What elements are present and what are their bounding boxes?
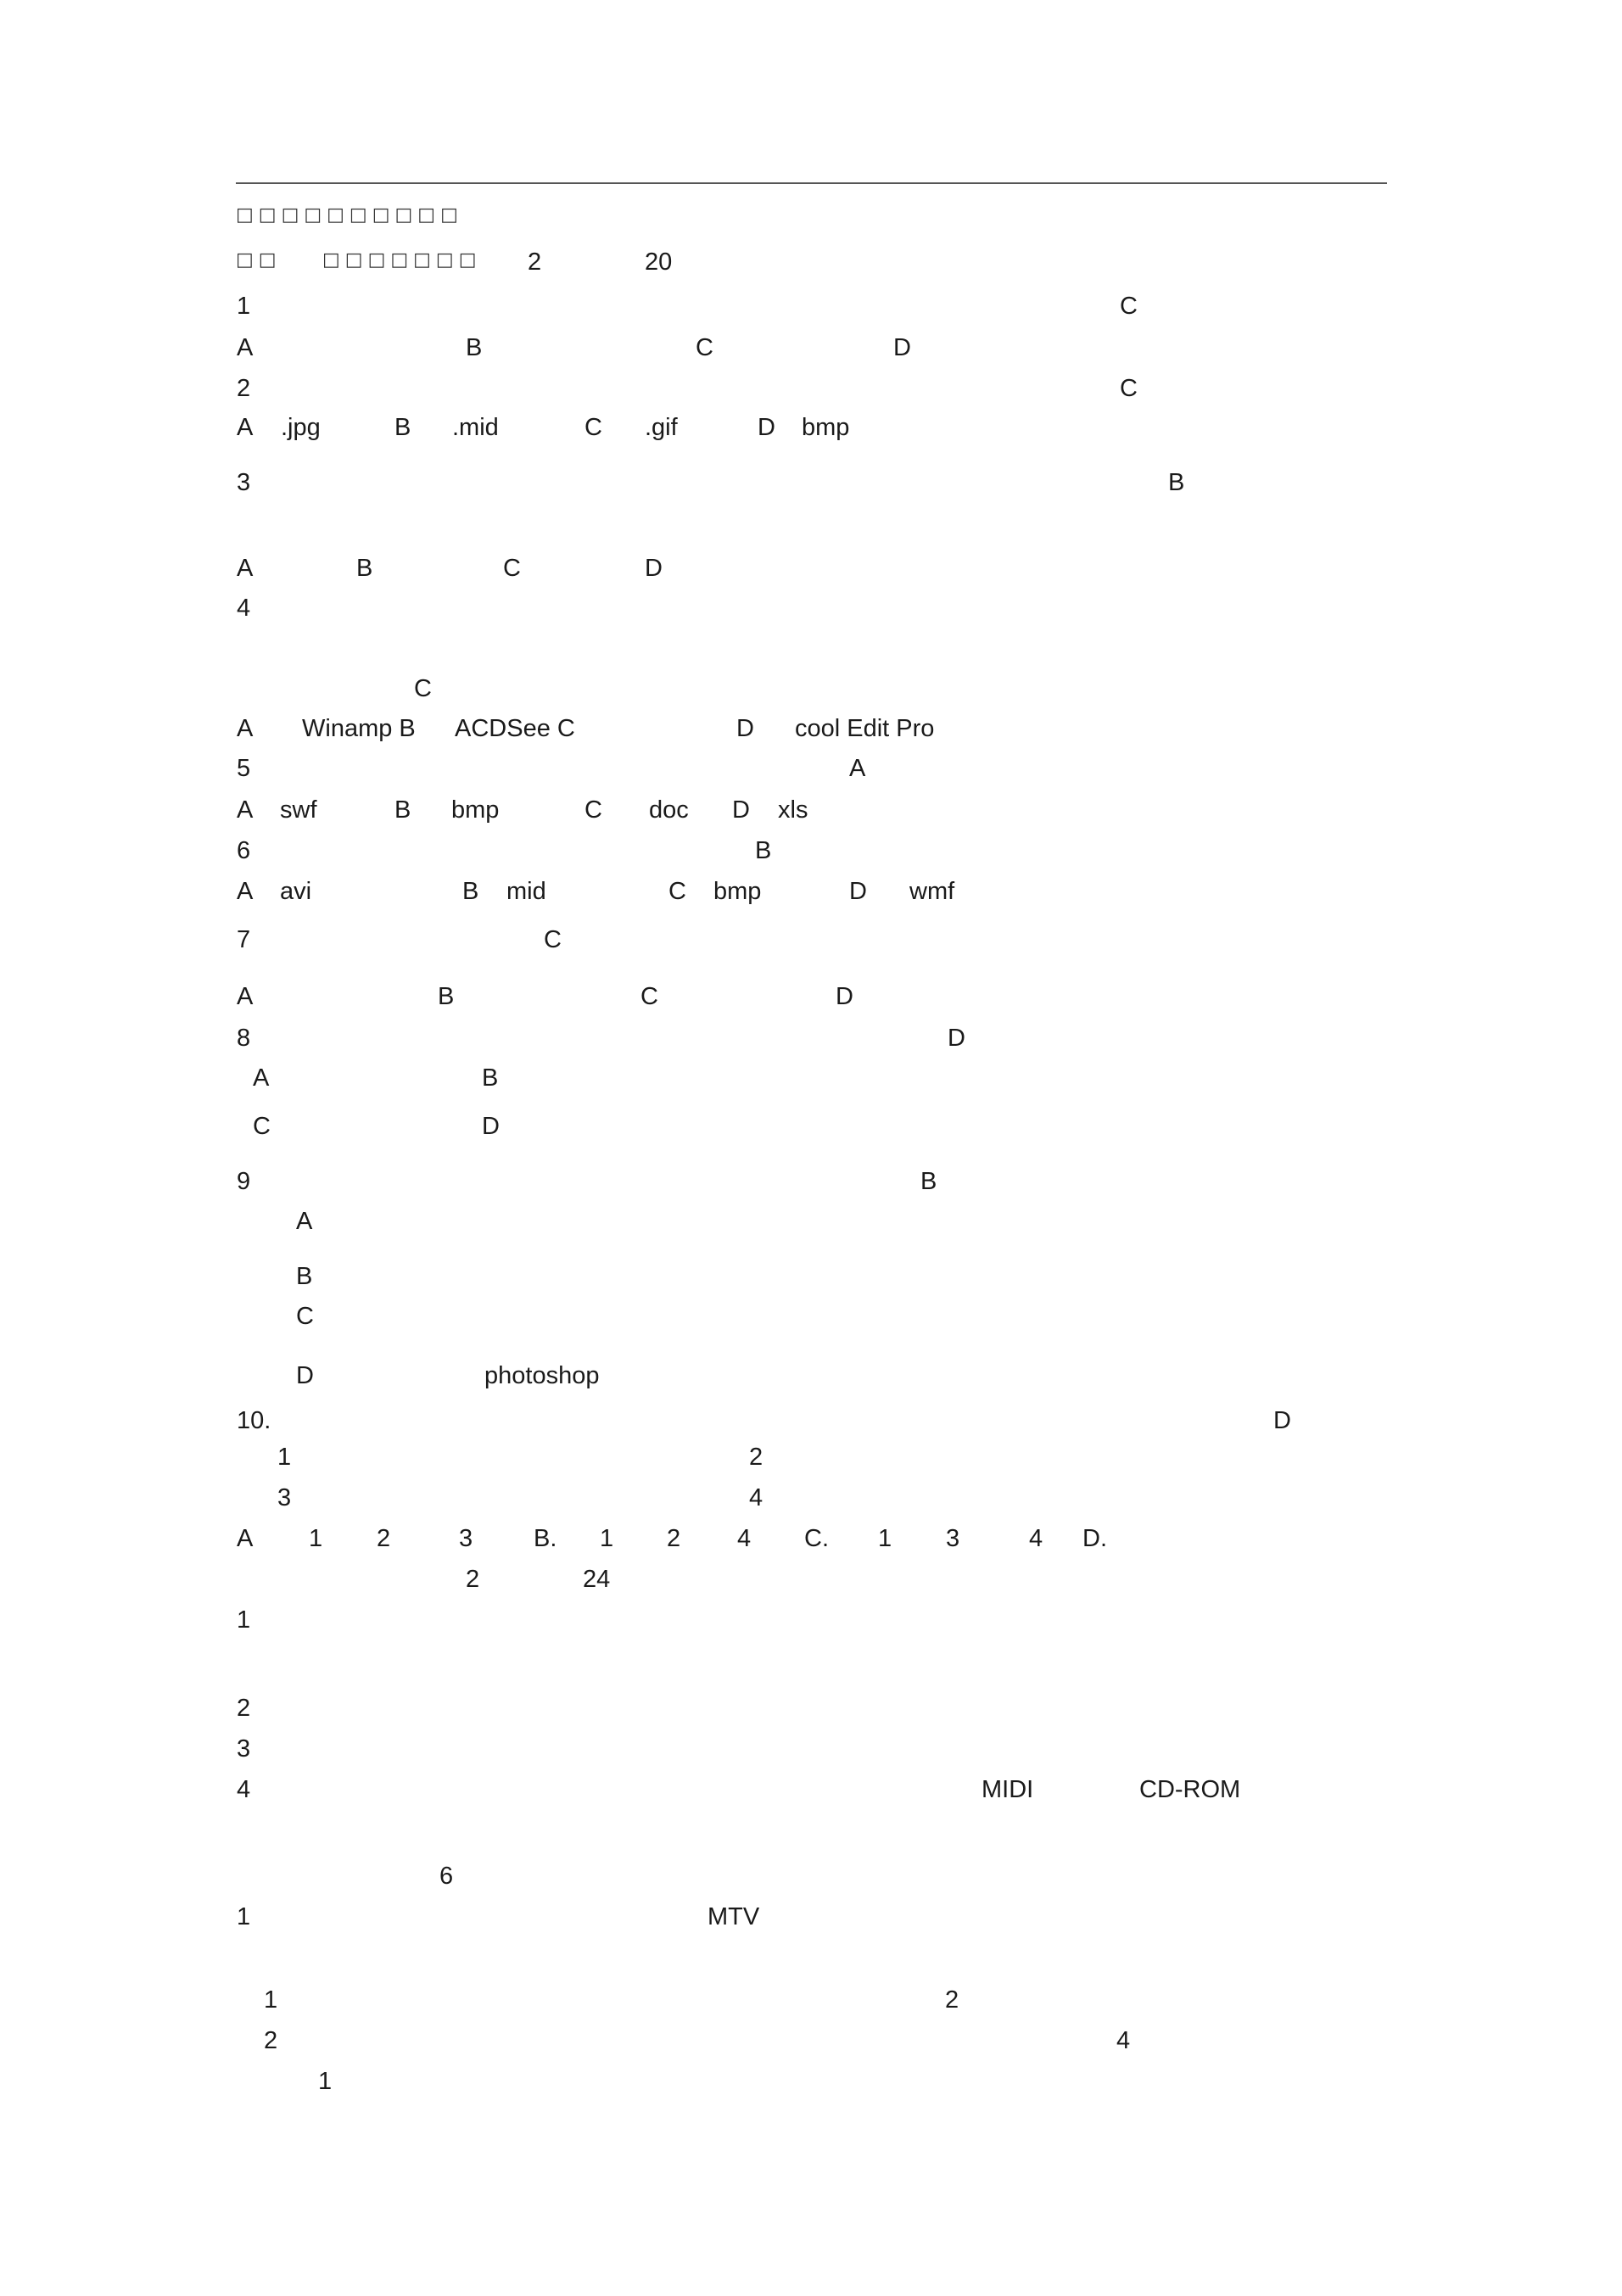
q2-option-a: A (237, 414, 254, 441)
q7-answer: C (544, 926, 562, 953)
q10-option-b-2: 2 (667, 1525, 681, 1552)
q2-answer: C (1120, 375, 1138, 402)
q3-option-b: B (356, 555, 373, 582)
section3-sub2-number: 2 (264, 2027, 278, 2054)
document-title: □□□□□□□□□□ (236, 204, 463, 226)
q10-option-b-1: 1 (600, 1525, 614, 1552)
q8-option-d: D (482, 1113, 500, 1140)
q8-option-c: C (253, 1113, 271, 1140)
q2-option-c: C (584, 414, 602, 441)
q6-option-b-text: mid (506, 878, 546, 905)
q9-answer: B (920, 1168, 937, 1195)
q6-number: 6 (237, 837, 251, 864)
q6-option-d-text: wmf (909, 878, 955, 905)
q5-option-b: B (394, 796, 411, 824)
section3-item1-mtv: MTV (708, 1903, 760, 1930)
section2-item4-midi: MIDI (982, 1776, 1034, 1803)
q2-option-b-text: .mid (452, 414, 499, 441)
q6-option-a-text: avi (280, 878, 312, 905)
section3-sub2-points: 4 (1116, 2027, 1131, 2054)
q5-number: 5 (237, 755, 251, 782)
q9-option-d: D (296, 1362, 314, 1389)
q5-option-c-text: doc (649, 796, 689, 824)
q10-option-c-2: 3 (946, 1525, 960, 1552)
q1-answer: C (1120, 293, 1138, 320)
q9-option-d-text: photoshop (484, 1362, 600, 1389)
section2-item4-cdrom: CD-ROM (1139, 1776, 1241, 1803)
q9-option-b: B (296, 1263, 313, 1290)
q10-option-d: D. (1082, 1525, 1107, 1552)
q4-option-b-text: ACDSee C (455, 715, 575, 742)
q8-option-b: B (482, 1064, 499, 1092)
q4-option-a-text: Winamp B (302, 715, 416, 742)
q7-number: 7 (237, 926, 251, 953)
q10-statement-4: 4 (749, 1484, 763, 1511)
q1-option-a: A (237, 334, 254, 361)
q1-option-c: C (696, 334, 713, 361)
q10-option-c: C. (804, 1525, 829, 1552)
q10-option-a-2: 2 (377, 1525, 391, 1552)
q10-statement-1: 1 (277, 1444, 292, 1471)
q5-option-a-text: swf (280, 796, 317, 824)
q7-option-b: B (438, 983, 455, 1010)
q9-number: 9 (237, 1168, 251, 1195)
q10-statement-3: 3 (277, 1484, 292, 1511)
q4-number: 4 (237, 595, 251, 622)
q3-option-a: A (237, 555, 254, 582)
q2-option-a-text: .jpg (281, 414, 321, 441)
q2-option-b: B (394, 414, 411, 441)
q10-number: 10. (237, 1407, 271, 1434)
q6-option-c-text: bmp (713, 878, 762, 905)
q10-option-c-3: 4 (1029, 1525, 1043, 1552)
q2-option-d-text: bmp (802, 414, 850, 441)
q10-option-a-3: 3 (459, 1525, 473, 1552)
q3-option-c: C (503, 555, 521, 582)
q10-option-a: A (237, 1525, 254, 1552)
section2-item-4: 4 (237, 1776, 251, 1803)
q10-option-c-1: 1 (878, 1525, 892, 1552)
q4-option-a: A (237, 715, 254, 742)
section2-item-2: 2 (237, 1695, 251, 1722)
header-rule (236, 182, 1387, 184)
q5-option-a: A (237, 796, 254, 824)
q3-number: 3 (237, 469, 251, 496)
section2-item-1: 1 (237, 1606, 251, 1634)
q8-number: 8 (237, 1025, 251, 1052)
q6-option-c: C (668, 878, 686, 905)
q5-option-d: D (732, 796, 750, 824)
q5-option-d-text: xls (778, 796, 808, 824)
q9-option-c: C (296, 1303, 314, 1330)
q6-option-b: B (462, 878, 479, 905)
q8-option-a: A (253, 1064, 270, 1092)
section3-sub2-sub1: 1 (318, 2068, 333, 2095)
q5-option-b-text: bmp (451, 796, 500, 824)
section2-points-each: 2 (466, 1566, 480, 1593)
q4-answer: C (414, 675, 432, 702)
q10-option-a-1: 1 (309, 1525, 323, 1552)
section3-sub1-number: 1 (264, 1986, 278, 2014)
section3-sub1-points: 2 (945, 1986, 959, 2014)
section2-points-total: 24 (583, 1566, 611, 1593)
section1-title: □□□□□□□ (322, 249, 482, 271)
section1-prefix: □□ (236, 249, 282, 271)
q6-option-a: A (237, 878, 254, 905)
q10-option-b: B. (534, 1525, 557, 1552)
section3-points: 6 (439, 1863, 454, 1890)
section1-points-total: 20 (645, 249, 673, 276)
q6-answer: B (755, 837, 772, 864)
q1-option-b: B (466, 334, 483, 361)
q2-option-d: D (758, 414, 775, 441)
q2-option-c-text: .gif (645, 414, 678, 441)
section2-item-3: 3 (237, 1735, 251, 1763)
q4-option-d: D (736, 715, 754, 742)
q10-statement-2: 2 (749, 1444, 763, 1471)
q1-number: 1 (237, 293, 251, 320)
q1-option-d: D (893, 334, 911, 361)
section3-item-1: 1 (237, 1903, 251, 1930)
q10-answer: D (1273, 1407, 1291, 1434)
q3-option-d: D (645, 555, 663, 582)
q7-option-c: C (640, 983, 658, 1010)
q4-option-d-text: cool Edit Pro (795, 715, 935, 742)
q6-option-d: D (849, 878, 867, 905)
q5-option-c: C (584, 796, 602, 824)
q7-option-d: D (836, 983, 853, 1010)
section1-points-each: 2 (528, 249, 542, 276)
q9-option-a: A (296, 1208, 313, 1235)
q2-number: 2 (237, 375, 251, 402)
q5-answer: A (849, 755, 866, 782)
q7-option-a: A (237, 983, 254, 1010)
q3-answer: B (1168, 469, 1185, 496)
q8-answer: D (948, 1025, 965, 1052)
q10-option-b-3: 4 (737, 1525, 752, 1552)
